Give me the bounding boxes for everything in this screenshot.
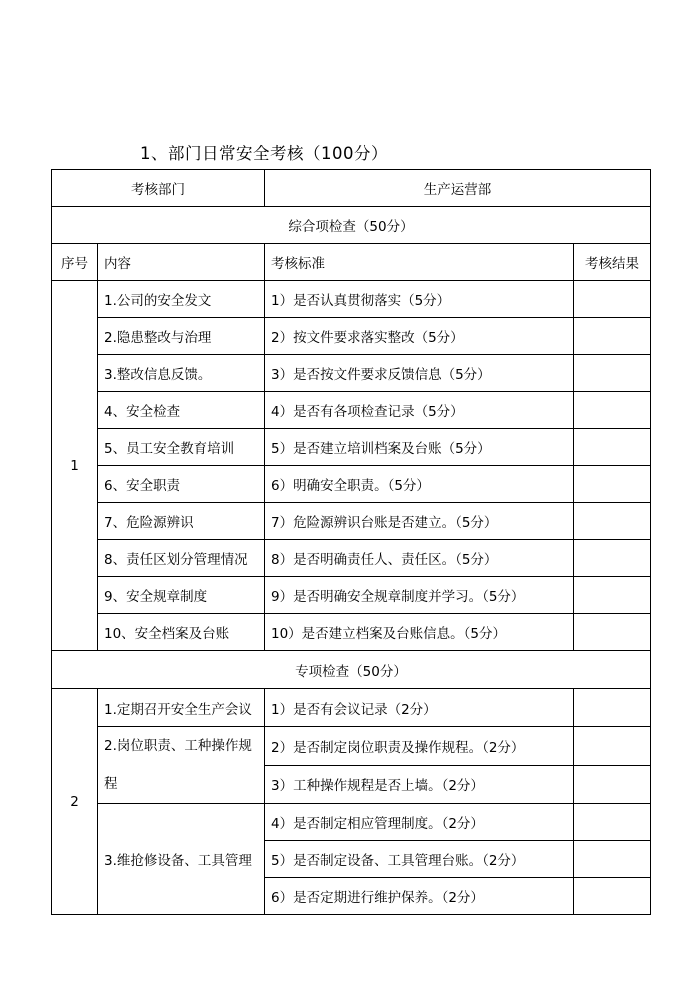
row-standard: 3）工种操作规程是否上墙。（2分） bbox=[265, 765, 574, 804]
row-standard: 4）是否制定相应管理制度。（2分） bbox=[265, 804, 574, 841]
row-standard: 6）是否定期进行维护保养。（2分） bbox=[265, 878, 574, 915]
result-cell[interactable] bbox=[574, 689, 651, 727]
table-row bbox=[52, 614, 651, 651]
group-content: 3.维抢修设备、工具管理 bbox=[98, 804, 265, 915]
row-standard: 5）是否建立培训档案及台账（5分） bbox=[265, 429, 574, 466]
row-standard: 9）是否明确安全规章制度并学习。（5分） bbox=[265, 577, 574, 614]
result-cell[interactable] bbox=[574, 727, 651, 766]
section-number: 1 bbox=[52, 281, 98, 651]
section-number: 2 bbox=[52, 689, 98, 915]
assessment-table bbox=[51, 169, 651, 915]
row-standard: 8）是否明确责任人、责任区。（5分） bbox=[265, 540, 574, 577]
col-header-content: 内容 bbox=[98, 244, 265, 281]
result-cell[interactable] bbox=[574, 878, 651, 915]
header-row bbox=[52, 170, 651, 207]
group-content: 2.岗位职责、工种操作规程 bbox=[98, 727, 265, 804]
row-standard: 6）明确安全职责。（5分） bbox=[265, 466, 574, 503]
table-row bbox=[52, 466, 651, 503]
table-row bbox=[52, 540, 651, 577]
result-cell[interactable] bbox=[574, 466, 651, 503]
table-row bbox=[52, 804, 651, 841]
col-header-standard: 考核标准 bbox=[265, 244, 574, 281]
result-cell[interactable] bbox=[574, 392, 651, 429]
row-standard: 5）是否制定设备、工具管理台账。（2分） bbox=[265, 841, 574, 878]
row-standard: 2）是否制定岗位职责及操作规程。（2分） bbox=[265, 727, 574, 766]
table-row bbox=[52, 281, 651, 318]
col-header-number: 序号 bbox=[52, 244, 98, 281]
row-standard: 1）是否认真贯彻落实（5分） bbox=[265, 281, 574, 318]
row-content: 3.整改信息反馈。 bbox=[98, 355, 265, 392]
group-content: 1.定期召开安全生产会议 bbox=[98, 689, 265, 727]
table-row bbox=[52, 392, 651, 429]
section-heading: 专项检查（50分） bbox=[52, 651, 651, 689]
result-cell[interactable] bbox=[574, 804, 651, 841]
dept-value: 生产运营部 bbox=[265, 170, 651, 207]
row-content: 1.公司的安全发文 bbox=[98, 281, 265, 318]
row-content: 2.隐患整改与治理 bbox=[98, 318, 265, 355]
row-content: 5、员工安全教育培训 bbox=[98, 429, 265, 466]
result-cell[interactable] bbox=[574, 577, 651, 614]
result-cell[interactable] bbox=[574, 429, 651, 466]
table-row bbox=[52, 429, 651, 466]
row-content: 8、责任区划分管理情况 bbox=[98, 540, 265, 577]
row-content: 6、安全职责 bbox=[98, 466, 265, 503]
result-cell[interactable] bbox=[574, 318, 651, 355]
row-standard: 10）是否建立档案及台账信息。（5分） bbox=[265, 614, 574, 651]
table-row bbox=[52, 318, 651, 355]
row-content: 10、安全档案及台账 bbox=[98, 614, 265, 651]
section-heading: 综合项检查（50分） bbox=[52, 207, 651, 244]
result-cell[interactable] bbox=[574, 841, 651, 878]
dept-label: 考核部门 bbox=[52, 170, 265, 207]
result-cell[interactable] bbox=[574, 765, 651, 804]
table-row bbox=[52, 577, 651, 614]
result-cell[interactable] bbox=[574, 281, 651, 318]
page-title: 1、部门日常安全考核（100分） bbox=[140, 144, 388, 163]
result-cell[interactable] bbox=[574, 503, 651, 540]
row-content: 4、安全检查 bbox=[98, 392, 265, 429]
table-row bbox=[52, 689, 651, 727]
row-standard: 7）危险源辨识台账是否建立。（5分） bbox=[265, 503, 574, 540]
row-standard: 3）是否按文件要求反馈信息（5分） bbox=[265, 355, 574, 392]
row-standard: 1）是否有会议记录（2分） bbox=[265, 689, 574, 727]
table-row bbox=[52, 503, 651, 540]
row-content: 7、危险源辨识 bbox=[98, 503, 265, 540]
row-standard: 2）按文件要求落实整改（5分） bbox=[265, 318, 574, 355]
row-standard: 4）是否有各项检查记录（5分） bbox=[265, 392, 574, 429]
result-cell[interactable] bbox=[574, 540, 651, 577]
result-cell[interactable] bbox=[574, 355, 651, 392]
table-row bbox=[52, 727, 651, 766]
column-header-row bbox=[52, 244, 651, 281]
section-heading-row bbox=[52, 651, 651, 689]
row-content: 9、安全规章制度 bbox=[98, 577, 265, 614]
col-header-result: 考核结果 bbox=[574, 244, 651, 281]
section-heading-row bbox=[52, 207, 651, 244]
result-cell[interactable] bbox=[574, 614, 651, 651]
table-row bbox=[52, 355, 651, 392]
